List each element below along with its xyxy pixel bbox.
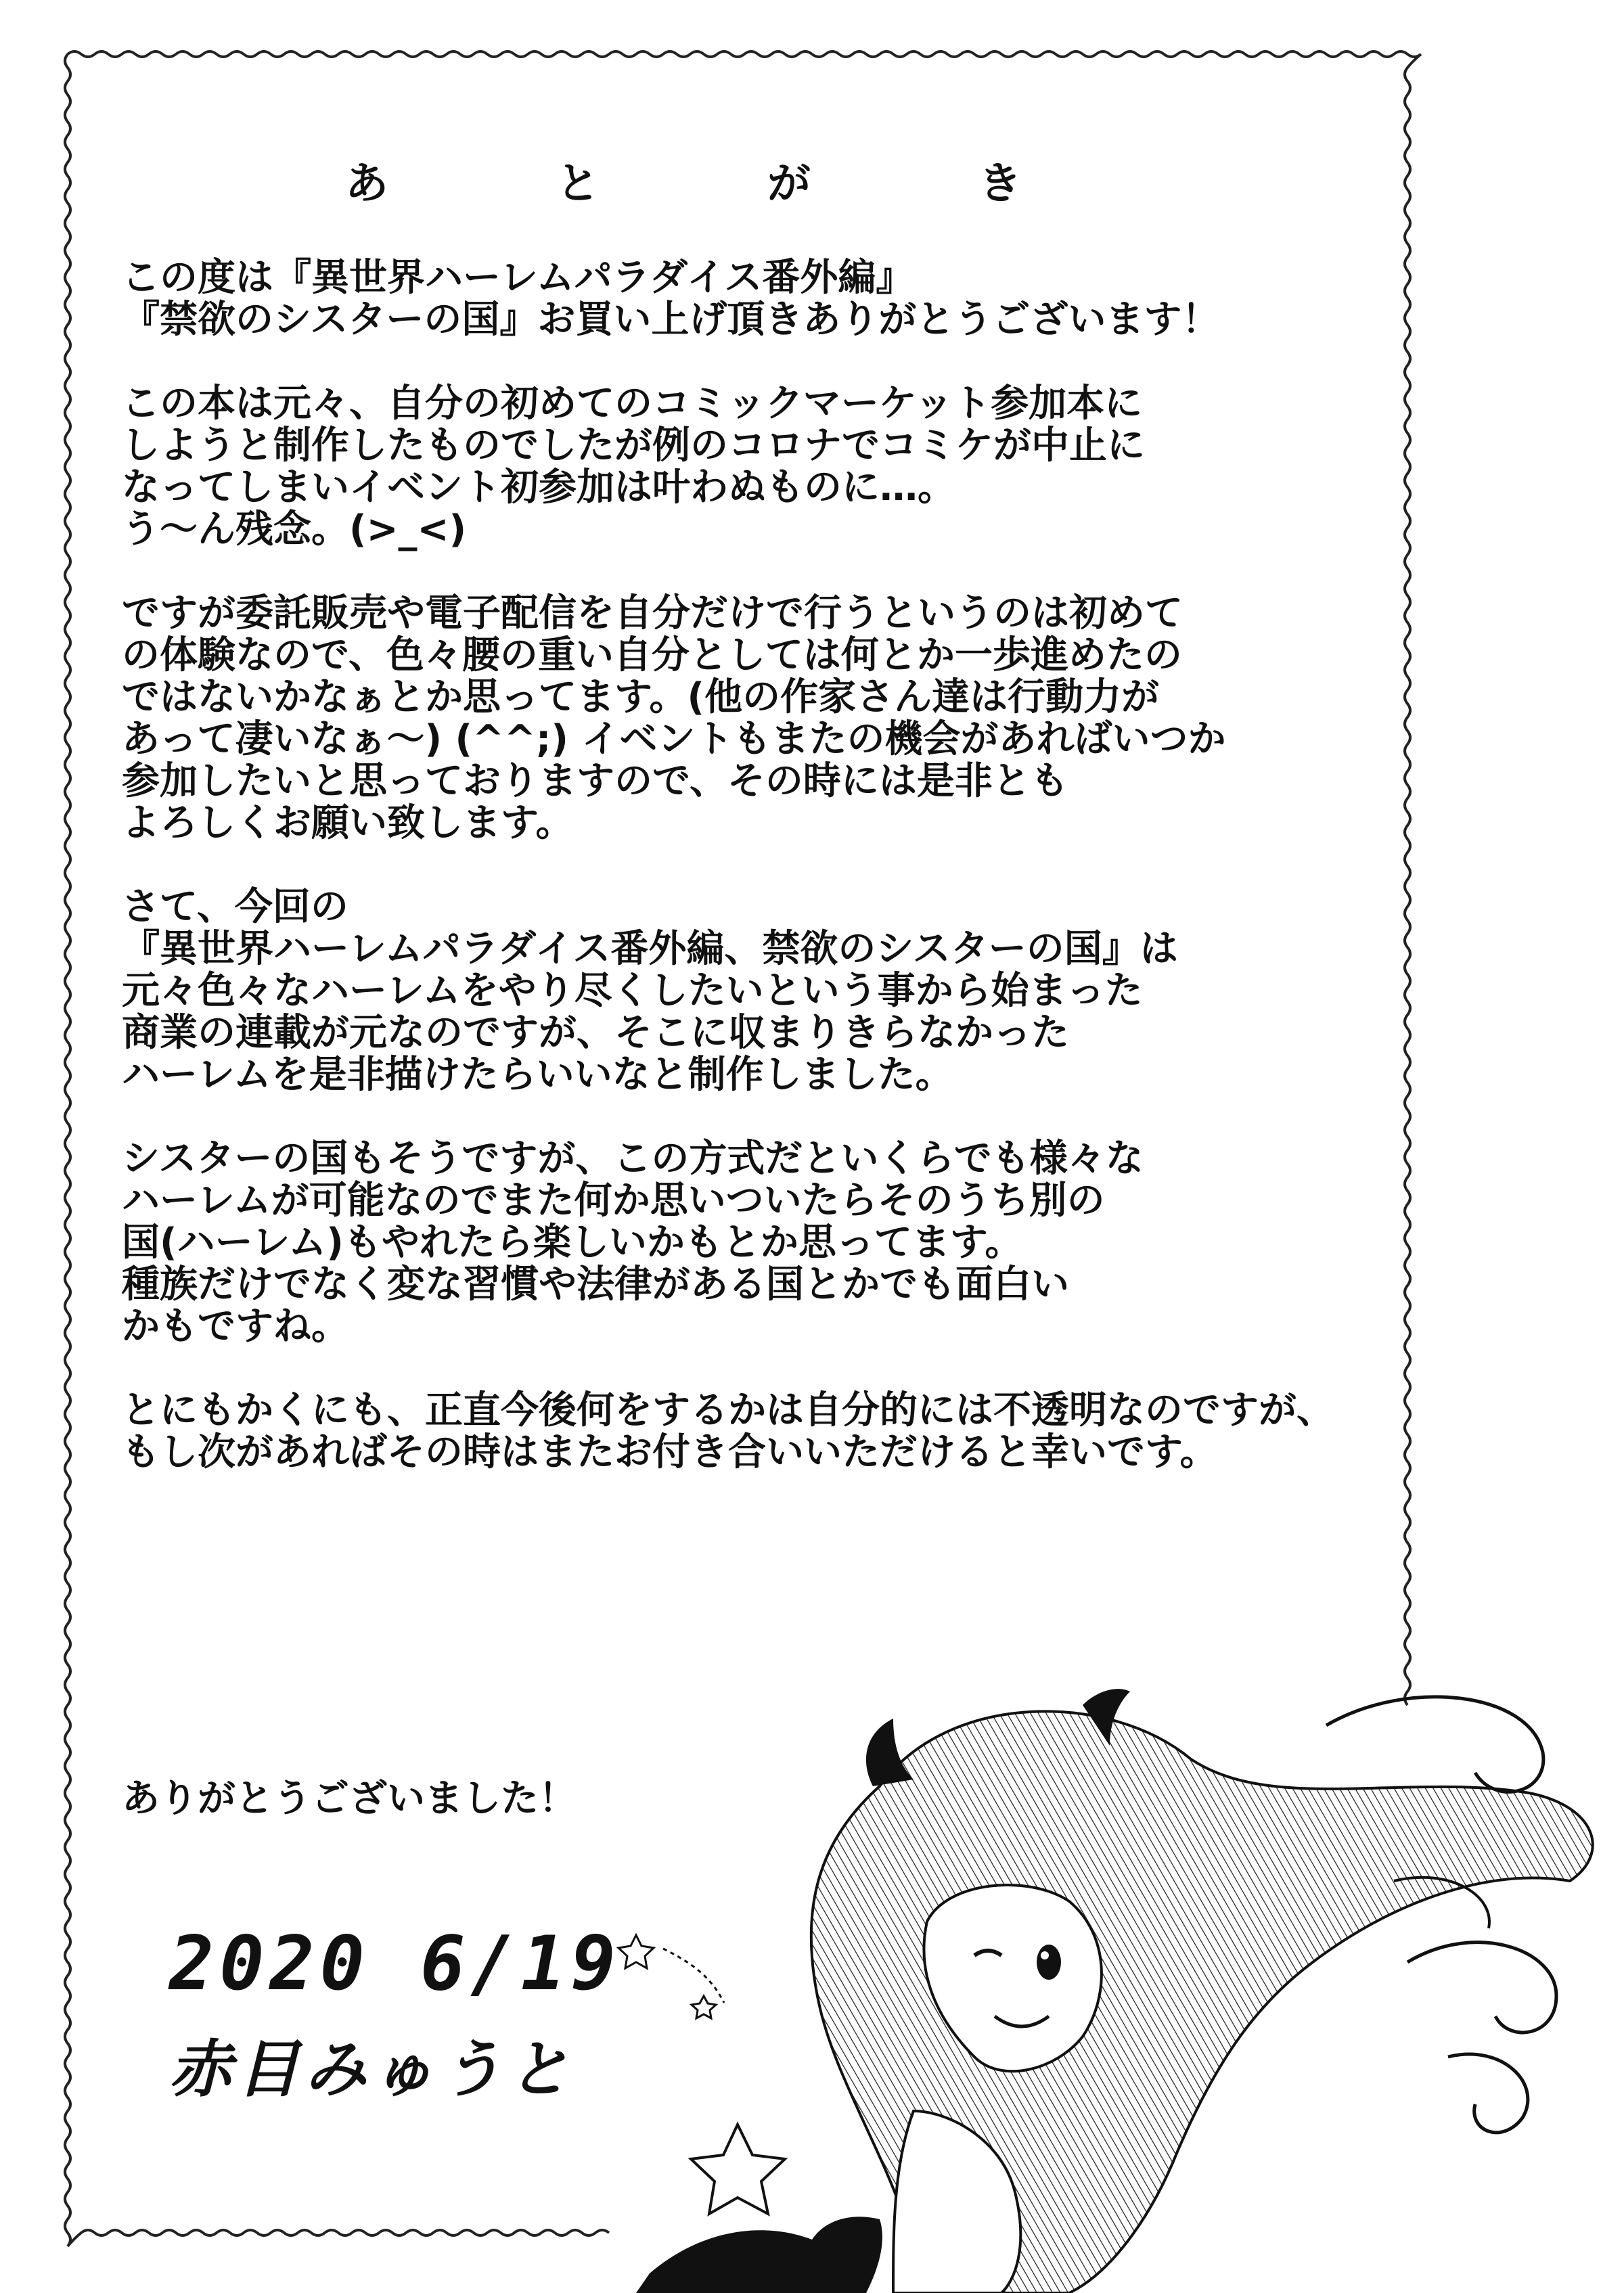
text-line: 種族だけでなく変な習慣や法律がある国とかでも面白い [122,1263,1069,1307]
paragraph [122,1390,1448,1474]
text-line: この本は元々、自分の初めてのコミックマーケット参加本に [122,382,1143,426]
text-line: う～ん残念。(>_<) [122,507,467,551]
title-char: と [556,159,600,209]
title-char: き [978,159,1022,209]
author-signature: 赤目みゅうと [169,2033,576,2106]
page-title [0,149,1367,211]
text-line: ですが委託販売や電子配信を自分だけで行うというのは初めて [122,591,1183,635]
devil-girl-illustration-icon [595,1678,1624,2293]
title-char: が [767,159,811,209]
paragraph [122,1138,1448,1348]
text-line: さて、今回の [122,885,348,929]
text-line: の体験なので、色々腰の重い自分としては何とか一歩進めたの [122,633,1182,677]
text-line: あって凄いなぁ～) (^^;) イベントもまたの機会があればいつか [122,717,1226,761]
text-line: なってしまいイベント初参加は叶わぬものに…。 [122,466,955,509]
text-line: ハーレムが可能なのでまた何か思いついたらそのうち別の [122,1179,1105,1223]
text-line: この度は『異世界ハーレムパラダイス番外編』 [122,256,914,300]
afterword-body [122,257,1448,1516]
text-line: しようと制作したものでしたが例のコロナでコミケが中止に [122,424,1145,468]
handwritten-date: 2020 6/19 [169,1920,622,2007]
text-line: ではないかなぁとか思ってます。(他の作家さん達は行動力が [122,675,1160,719]
text-line: とにもかくにも、正直今後何をするかは自分的には不透明なのですが、 [122,1388,1334,1432]
text-line: 商業の連載が元なのですが、そこに収まりきらなかった [122,1011,1069,1055]
text-line: よろしくお願い致します。 [122,801,574,845]
text-line: シスターの国もそうですが、この方式だといくらでも様々な [122,1137,1144,1181]
text-line: 『異世界ハーレムパラダイス番外編、禁欲のシスターの国』は [122,927,1178,971]
text-line: ハーレムを是非描けたらいいなと制作しました。 [122,1053,953,1097]
text-line: 参加したいと思っておりますので、その時には是非とも [122,759,1068,803]
text-line: かもですね。 [122,1304,349,1348]
paragraph [122,886,1448,1096]
text-line: 元々色々なハーレムをやり尽くしたいという事から始まった [122,969,1143,1013]
closing-thanks: ありがとうございました！ [122,1777,577,1821]
text-line: 『禁欲のシスターの国』お買い上げ頂きありがとうございます！ [122,298,1220,342]
paragraph [122,593,1448,844]
title-char: あ [345,159,388,209]
paragraph [122,257,1448,341]
text-line: 国(ハーレム)もやれたら楽しいかもとか思ってます。 [122,1221,1023,1265]
text-line: もし次があればその時はまたお付き合いいただけると幸いです。 [122,1430,1218,1474]
paragraph [122,383,1448,551]
